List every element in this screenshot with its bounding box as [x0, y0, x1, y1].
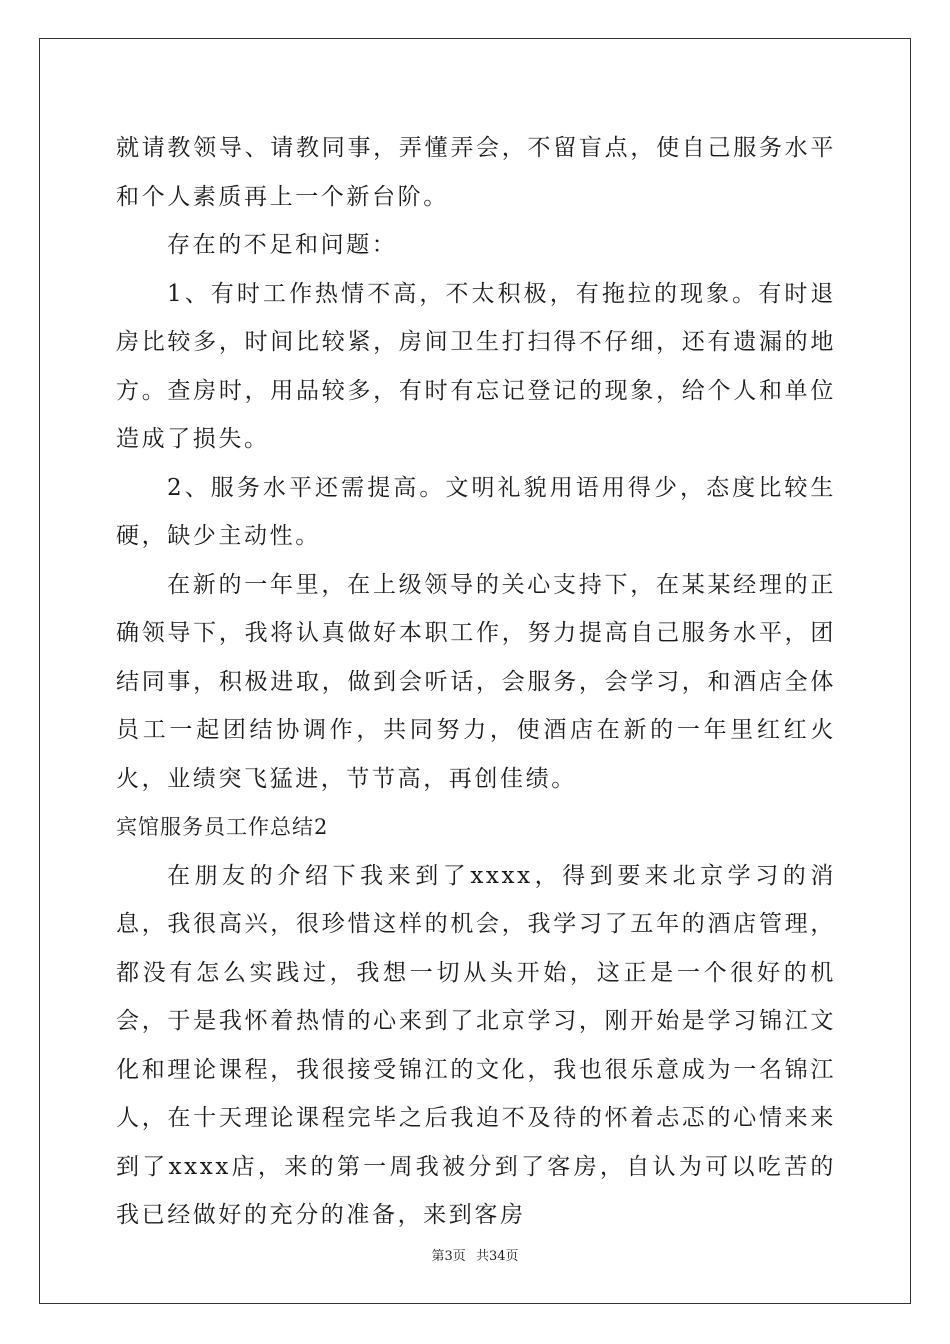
- paragraph-5: 在新的一年里，在上级领导的关心支持下，在某某经理的正确领导下，我将认真做好本职工作，努力提高自己服务水平，团结同事，积极进取，做到会听话，会服务，会学习，和酒店全体员工一起团结协调作，共同努力，使酒店在新的一年里红红火火，业绩突飞猛进，节节高，再创佳绩。: [116, 571, 836, 792]
- document-body: [116, 124, 836, 1240]
- paragraph-1: 就请教领导、请教同事，弄懂弄会，不留盲点，使自己服务水平和个人素质再上一个新台阶。: [116, 135, 836, 210]
- page-total: 共34页: [475, 1249, 519, 1264]
- paragraph-4: 2、服务水平还需提高。文明礼貌用语用得少，态度比较生硬，缺少主动性。: [116, 474, 836, 549]
- page-footer: [0, 1245, 950, 1264]
- paragraph-3: 1、有时工作热情不高，不太积极，有拖拉的现象。有时退房比较多，时间比较紧，房间卫生打扫得不仔细，还有遗漏的地方。查房时，用品较多，有时有忘记登记的现象，给个人和单位造成了损失。: [116, 280, 836, 452]
- page-number: 第3页: [431, 1249, 466, 1264]
- section-title: 宾馆服务员工作总结2: [116, 815, 329, 839]
- section-paragraph-1: 在朋友的介绍下我来到了xxxx，得到要来北京学习的消息，我很高兴，很珍惜这样的机会，我学习了五年的酒店管理，都没有怎么实践过，我想一切从头开始，这正是一个很好的机会，于是我怀着热情的心来到了北京学习，刚开始是学习锦江文化和理论课程，我很接受锦江的文化，我也很乐意成为一名锦江人，在十天理论课程完毕之后我迫不及待的怀着忐忑的心情来来到了xxxx店，来的第一周我被分到了客房，自认为可以吃苦的我已经做好的充分的准备，来到客房: [116, 862, 836, 1228]
- paragraph-2: 存在的不足和问题：: [167, 232, 398, 258]
